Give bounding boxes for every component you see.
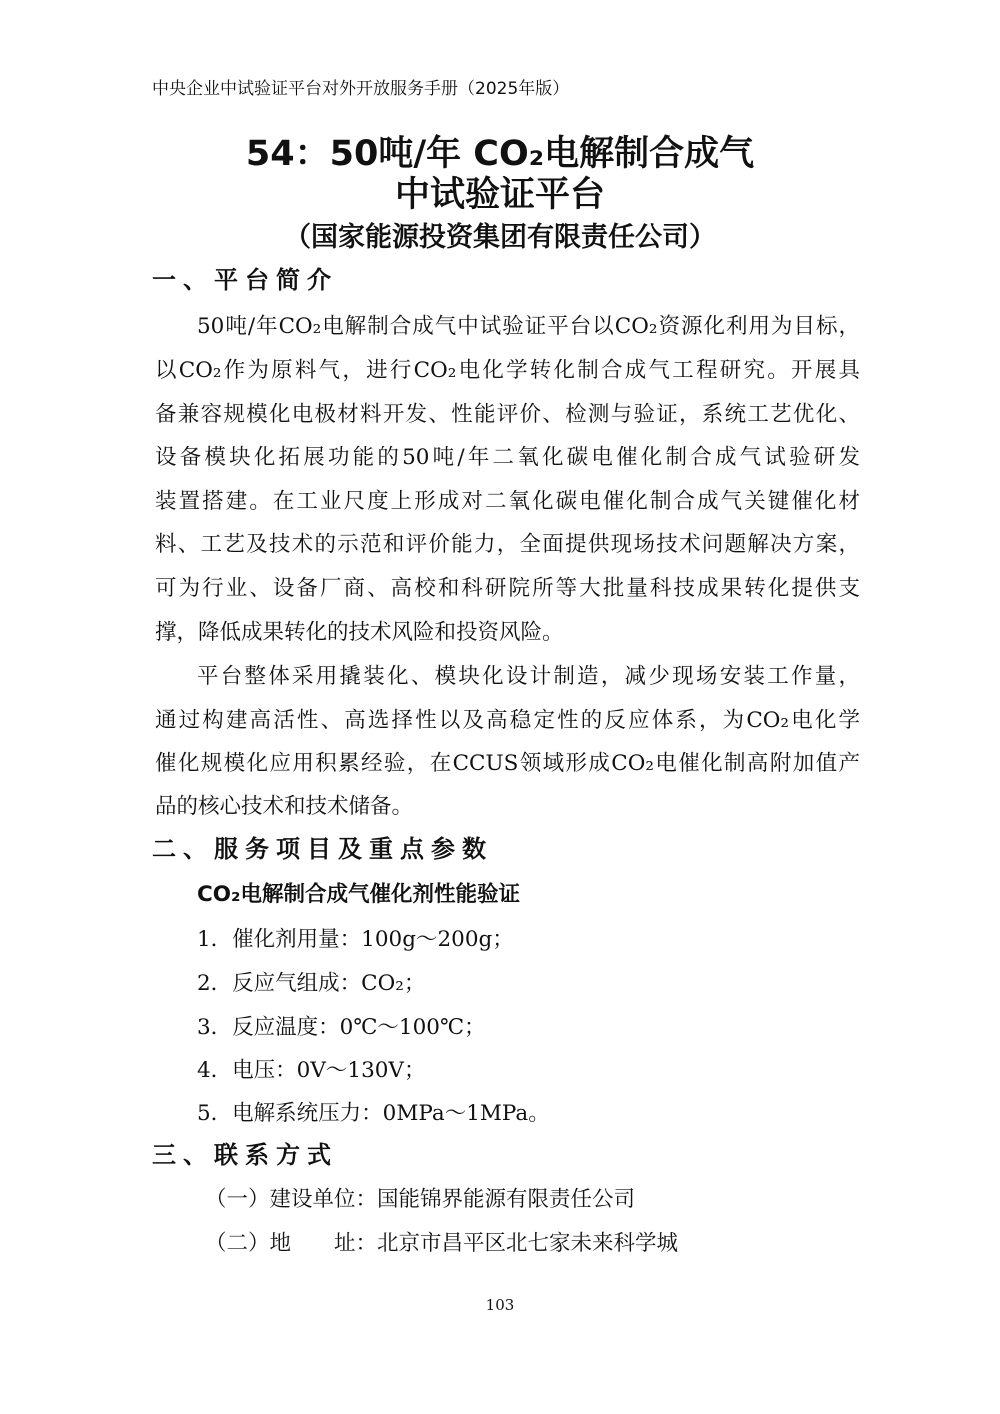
contact-address: （二）地 址：北京市昌平区北七家未来科学城 <box>205 1231 679 1256</box>
parameter-item: 1．催化剂用量：100g～200g； <box>197 927 514 952</box>
service-subheading: CO₂电解制合成气催化剂性能验证 <box>197 882 520 907</box>
para2-line: 催化规模化应用积累经验，在CCUS领域形成CO₂电催化制高附加值产 <box>155 751 860 776</box>
section2-heading: 二、服务项目及重点参数 <box>152 835 493 863</box>
page-number: 103 <box>485 1296 515 1314</box>
para1-line: 50吨/年CO₂电解制合成气中试验证平台以CO₂资源化利用为目标， <box>197 314 860 339</box>
parameter-item: 3．反应温度：0℃～100℃； <box>197 1015 486 1040</box>
page-title-line2: 中试验证平台 <box>394 175 605 215</box>
running-header: 中央企业中试验证平台对外开放服务手册（2025年版） <box>152 79 570 99</box>
para2-line: 平台整体采用撬装化、模块化设计制造，减少现场安装工作量， <box>197 664 860 689</box>
para1-line: 设备模块化拓展功能的50吨/年二氧化碳电催化制合成气试验研发 <box>155 445 860 470</box>
para1-line: 可为行业、设备厂商、高校和科研院所等大批量科技成果转化提供支 <box>155 576 860 601</box>
section3-heading: 三、联系方式 <box>152 1141 338 1169</box>
parameter-item: 5．电解系统压力：0MPa～1MPa。 <box>197 1101 550 1126</box>
page-title-line1: 54：50吨/年 CO₂电解制合成气 <box>245 134 755 174</box>
parameter-item: 2．反应气组成：CO₂； <box>197 971 426 996</box>
para1-line: 以CO₂作为原料气，进行CO₂电化学转化制合成气工程研究。开展具 <box>155 358 860 383</box>
para1-line: 撑，降低成果转化的技术风险和投资风险。 <box>155 620 564 645</box>
para1-line: 备兼容规模化电极材料开发、性能评价、检测与验证，系统工艺优化、 <box>155 402 860 427</box>
company-name: （国家能源投资集团有限责任公司） <box>284 222 716 253</box>
contact-unit: （一）建设单位：国能锦界能源有限责任公司 <box>205 1187 636 1212</box>
para2-line: 品的核心技术和技术储备。 <box>155 794 414 819</box>
para2-line: 通过构建高活性、高选择性以及高稳定性的反应体系，为CO₂电化学 <box>155 708 860 733</box>
para1-line: 料、工艺及技术的示范和评价能力，全面提供现场技术问题解决方案， <box>155 532 860 557</box>
parameter-item: 4．电压：0V～130V； <box>197 1058 426 1083</box>
para1-line: 装置搭建。在工业尺度上形成对二氧化碳电催化制合成气关键催化材 <box>155 489 860 514</box>
section1-heading: 一、平台简介 <box>152 266 338 294</box>
